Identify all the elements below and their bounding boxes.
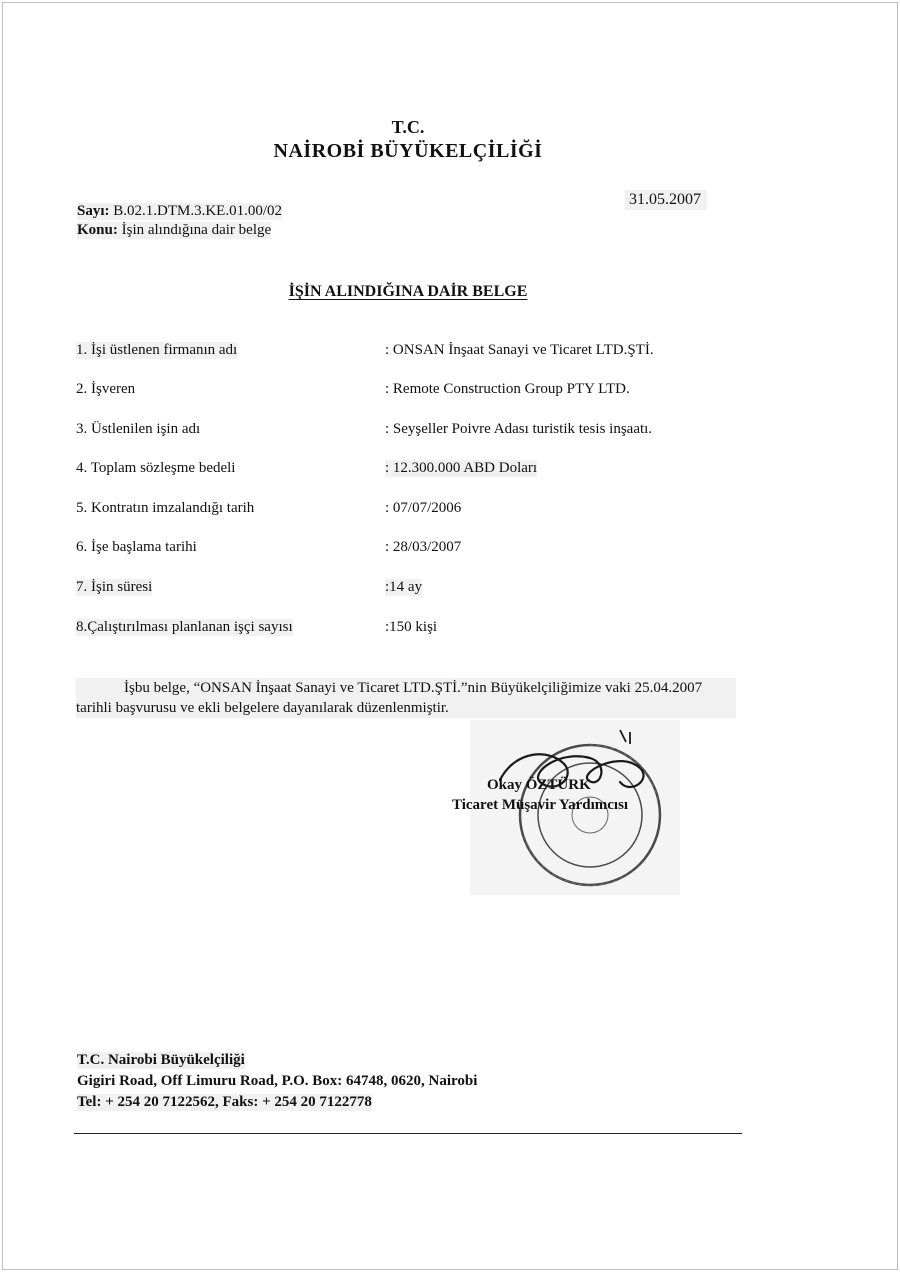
item-value: : ONSAN İnşaat Sanayi ve Ticaret LTD.ŞTİ.: [385, 342, 654, 358]
item-label: 1. İşi üstlenen firmanın adı: [76, 342, 238, 358]
item-label: 5. Kontratın imzalandığı tarih: [76, 500, 255, 516]
header-tc: T.C.: [391, 117, 425, 137]
reference-number: [77, 203, 282, 220]
item-label: 2. İşveren: [76, 381, 136, 397]
item-value: : 12.300.000 ABD Doları: [385, 460, 538, 476]
signatory-name: Okay ÖZTÜRK: [487, 777, 591, 793]
reference-label: Sayı:: [77, 203, 110, 219]
footer-embassy: T.C. Nairobi Büyükelçiliği: [77, 1052, 245, 1068]
item-label: 6. İşe başlama tarihi: [76, 539, 197, 555]
item-value: : 07/07/2006: [385, 500, 462, 516]
item-value: : 28/03/2007: [385, 539, 462, 555]
item-label: 7. İşin süresi: [76, 579, 153, 595]
subject-value: İşin alındığına dair belge: [117, 222, 272, 238]
body-paragraph: [76, 678, 736, 718]
item-value: :14 ay: [385, 579, 423, 595]
reference-value: B.02.1.DTM.3.KE.01.00/02: [109, 203, 283, 219]
subject-label: Konu:: [77, 222, 118, 238]
item-label: 4. Toplam sözleşme bedeli: [76, 460, 236, 476]
footer-divider: [74, 1133, 742, 1134]
item-label: 8.Çalıştırılması planlanan işçi sayısı: [76, 619, 293, 635]
footer-contact: Tel: + 254 20 7122562, Faks: + 254 20 7122778: [77, 1094, 372, 1110]
item-value: : Seyşeller Poivre Adası turistik tesis inşaatı.: [385, 421, 653, 437]
document-title: İŞİN ALINDIĞINA DAİR BELGE: [288, 283, 528, 300]
header-embassy: NAİROBİ BÜYÜKELÇİLİĞİ: [273, 140, 543, 162]
item-label: 3. Üstlenilen işin adı: [76, 421, 201, 437]
signatory-title: Ticaret Müşavir Yardımcısı: [452, 797, 629, 813]
item-value: :150 kişi: [385, 619, 438, 635]
body-paragraph-text: İşbu belge, “ONSAN İnşaat Sanayi ve Ticaret LTD.ŞTİ.”nin Büyükelçiliğimize vaki 25.04.2007 tarihli başvurusu ve ekli belgelere dayanılarak düzenlenmiştir.: [76, 680, 703, 716]
item-value: : Remote Construction Group PTY LTD.: [385, 381, 630, 397]
document-date: 31.05.2007: [625, 190, 707, 210]
footer-address: Gigiri Road, Off Limuru Road, P.O. Box: 64748, 0620, Nairobi: [77, 1073, 478, 1089]
subject-line: [77, 222, 271, 239]
